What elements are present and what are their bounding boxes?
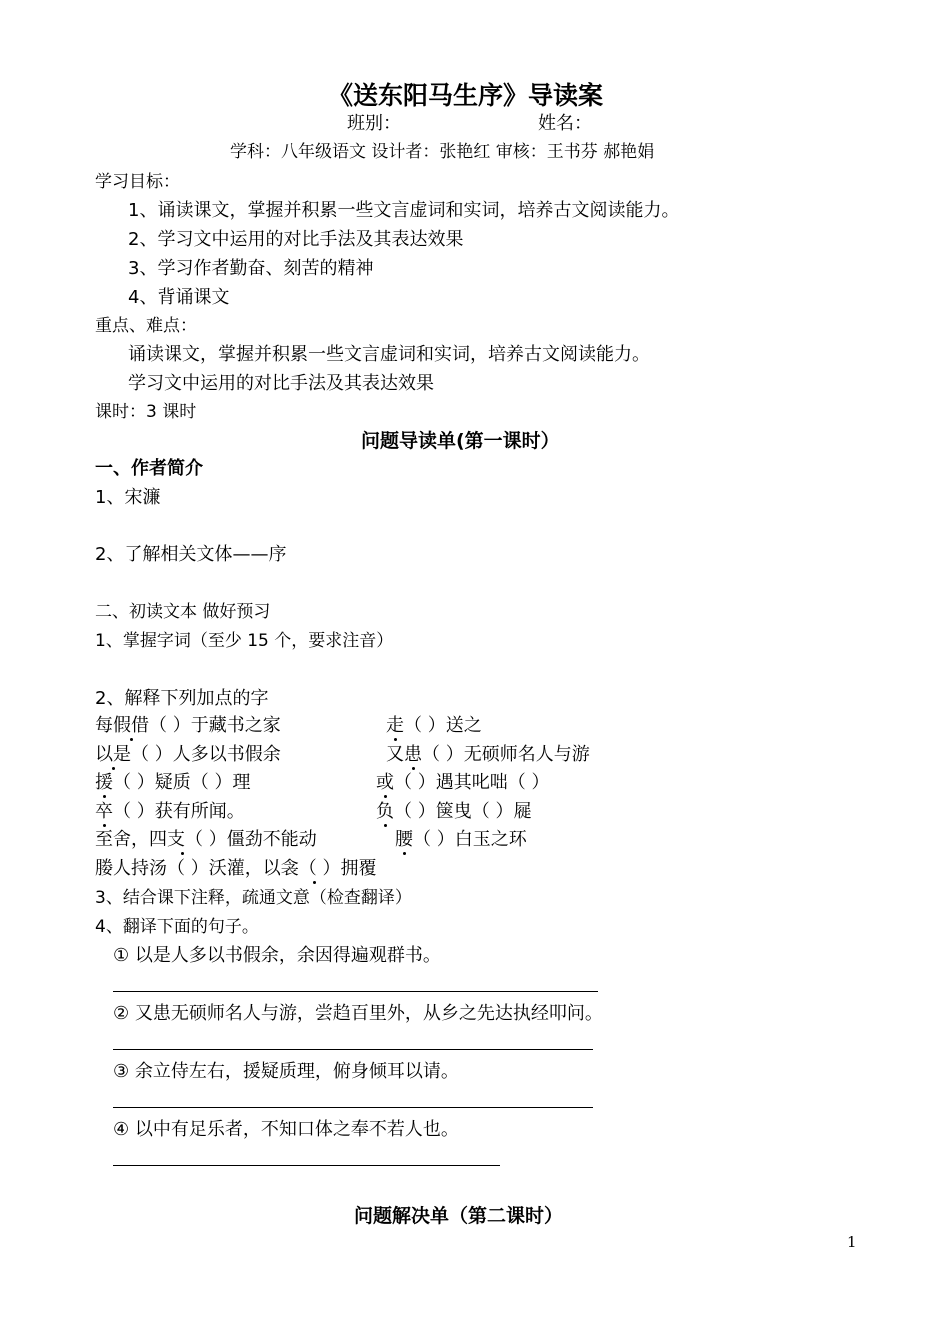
explain-row: 卒（ ）获有所闻。 bbox=[95, 801, 245, 822]
explain-row: 走（ ）送之 bbox=[386, 715, 482, 736]
explain-row: 每假借（ ）于藏书之家 bbox=[95, 715, 281, 736]
section-heading-lesson2: 问题解决单（第二课时） bbox=[354, 1205, 564, 1227]
document-meta: 学科：八年级语文 设计者：张艳红 审核：王书芬 郝艳娟 bbox=[230, 142, 655, 162]
sentence-item: ① 以是人多以书假余，余因得遍观群书。 bbox=[113, 945, 441, 966]
emphasis-dots bbox=[376, 774, 394, 792]
section-heading-lesson1: 问题导读单(第一课时） bbox=[361, 430, 560, 452]
explain-row: 腰（ ）白玉之环 bbox=[395, 829, 527, 850]
explain-row: 媵人持汤（ ）沃灌，以衾（ ）拥覆 bbox=[95, 858, 377, 879]
emphasis-dots bbox=[95, 803, 113, 821]
explain-row: 援（ ）疑质（ ）理 bbox=[95, 772, 251, 793]
keypoint-item: 学习文中运用的对比手法及其表达效果 bbox=[128, 373, 434, 394]
author-intro-title: 一、作者简介 bbox=[95, 458, 203, 479]
emphasis-dots bbox=[404, 746, 422, 764]
explain-row: 又患（ ）无硕师名人与游 bbox=[386, 744, 590, 765]
objective-item: 1、诵读课文，掌握并积累一些文言虚词和实词，培养古文阅读能力。 bbox=[128, 200, 680, 221]
keypoint-item: 诵读课文，掌握并积累一些文言虚词和实词，培养古文阅读能力。 bbox=[128, 344, 650, 365]
objective-item: 2、学习文中运用的对比手法及其表达效果 bbox=[128, 229, 464, 250]
answer-line[interactable] bbox=[113, 991, 598, 992]
emphasis-dots bbox=[395, 831, 413, 849]
emphasis-dots bbox=[95, 746, 131, 764]
emphasis-dots bbox=[376, 803, 394, 821]
explain-row: 或（ ）遇其叱咄（ ） bbox=[376, 772, 550, 793]
answer-line[interactable] bbox=[113, 1049, 593, 1050]
objective-item: 3、学习作者勤奋、刻苦的精神 bbox=[128, 258, 374, 279]
preview-title: 二、初读文本 做好预习 bbox=[95, 602, 271, 622]
emphasis-dots bbox=[113, 717, 149, 735]
page-title: 《送东阳马生序》导读案 bbox=[328, 81, 604, 110]
answer-line[interactable] bbox=[113, 1165, 500, 1166]
class-label: 班别： bbox=[347, 113, 401, 134]
name-label: 姓名： bbox=[538, 113, 592, 134]
genre-intro-item: 2、了解相关文体——序 bbox=[95, 544, 287, 565]
author-intro-item: 1、宋濂 bbox=[95, 487, 161, 508]
emphasis-dots bbox=[386, 717, 404, 735]
page-number: 1 bbox=[847, 1233, 857, 1251]
translation-task: 3、结合课下注释，疏通文意（检查翻译） bbox=[95, 888, 412, 908]
translate-sentences-task: 4、翻译下面的句子。 bbox=[95, 917, 259, 937]
keypoints-label: 重点、难点： bbox=[95, 316, 197, 336]
sentence-item: ② 又患无硕师名人与游，尝趋百里外，从乡之先达执经叩问。 bbox=[113, 1003, 603, 1024]
explain-words-task: 2、解释下列加点的字 bbox=[95, 688, 269, 709]
explain-row: 以是（ ）人多以书假余 bbox=[95, 744, 281, 765]
objective-item: 4、背诵课文 bbox=[128, 287, 230, 308]
answer-line[interactable] bbox=[113, 1107, 593, 1108]
emphasis-dots bbox=[305, 860, 323, 878]
vocabulary-task: 1、掌握字词（至少 15 个，要求注音） bbox=[95, 631, 394, 651]
objectives-label: 学习目标： bbox=[95, 172, 180, 192]
explain-row: 至舍，四支（ ）僵劲不能动 bbox=[95, 829, 317, 850]
explain-row: 负（ ）箧曳（ ）屣 bbox=[376, 801, 532, 822]
sentence-item: ③ 余立侍左右，援疑质理，俯身倾耳以请。 bbox=[113, 1061, 459, 1082]
sentence-item: ④ 以中有足乐者，不知口体之奉不若人也。 bbox=[113, 1119, 459, 1140]
emphasis-dots bbox=[95, 774, 113, 792]
emphasis-dots bbox=[173, 831, 191, 849]
class-hours: 课时：3 课时 bbox=[95, 402, 197, 422]
